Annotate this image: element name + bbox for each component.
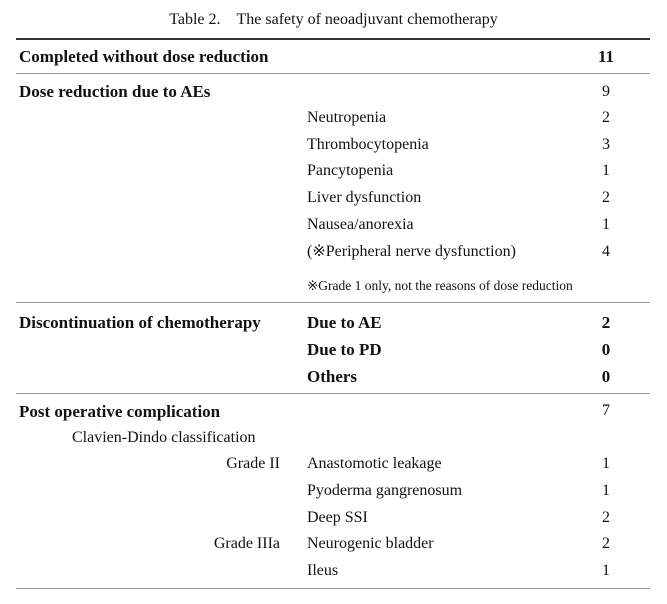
ae-item-value: 3 bbox=[602, 136, 610, 153]
rule-after-completed bbox=[16, 73, 650, 74]
ae-item-label: Nausea/anorexia bbox=[307, 216, 414, 233]
ae-item-label: (※Peripheral nerve dysfunction) bbox=[307, 243, 516, 260]
completed-label: Completed without dose reduction bbox=[19, 47, 269, 66]
classification-label: Clavien-Dindo classification bbox=[72, 429, 256, 446]
complication-label: Deep SSI bbox=[307, 509, 368, 526]
bottom-rule bbox=[16, 588, 650, 589]
ae-item-value: 1 bbox=[602, 162, 610, 179]
footnote: ※Grade 1 only, not the reasons of dose reduction bbox=[307, 278, 573, 293]
table-caption: Table 2. The safety of neoadjuvant chemotherapy bbox=[169, 11, 498, 28]
discontinuation-item-label: Others bbox=[307, 367, 358, 386]
post-op-label: Post operative complication bbox=[19, 402, 221, 421]
post-op-value: 7 bbox=[602, 402, 610, 419]
complication-label: Pyoderma gangrenosum bbox=[307, 482, 463, 499]
rule-after-dose-reduction bbox=[16, 302, 650, 303]
completed-value: 11 bbox=[597, 47, 615, 66]
ae-item-label: Thrombocytopenia bbox=[307, 136, 429, 153]
grade-3a-label: Grade IIIa bbox=[213, 535, 280, 552]
ae-item-label: Neutropenia bbox=[307, 109, 387, 126]
discontinuation-item-label: Due to PD bbox=[307, 340, 382, 359]
complication-label: Anastomotic leakage bbox=[307, 455, 442, 472]
ae-item-value: 4 bbox=[602, 243, 610, 260]
complication-value: 2 bbox=[602, 535, 610, 552]
ae-item-label: Liver dysfunction bbox=[307, 189, 422, 206]
complication-value: 2 bbox=[602, 509, 610, 526]
ae-item-value: 2 bbox=[602, 109, 610, 126]
complication-value: 1 bbox=[602, 482, 610, 499]
ae-item-value: 2 bbox=[602, 189, 610, 206]
ae-item-value: 1 bbox=[602, 216, 610, 233]
ae-item-label: Pancytopenia bbox=[307, 162, 394, 179]
complication-value: 1 bbox=[602, 562, 610, 579]
complication-label: Ileus bbox=[307, 562, 339, 579]
discontinuation-label: Discontinuation of chemotherapy bbox=[19, 313, 261, 332]
dose-reduction-value: 9 bbox=[602, 83, 610, 100]
discontinuation-item-label: Due to AE bbox=[307, 313, 382, 332]
complication-label: Neurogenic bladder bbox=[307, 535, 434, 552]
discontinuation-item-value: 2 bbox=[601, 313, 611, 332]
complication-value: 1 bbox=[602, 455, 610, 472]
discontinuation-item-value: 0 bbox=[601, 367, 611, 386]
dose-reduction-label: Dose reduction due to AEs bbox=[19, 82, 211, 101]
rule-after-discontinuation bbox=[16, 393, 650, 394]
discontinuation-item-value: 0 bbox=[601, 340, 611, 359]
top-rule bbox=[16, 38, 650, 40]
grade-2-label: Grade II bbox=[226, 455, 280, 472]
